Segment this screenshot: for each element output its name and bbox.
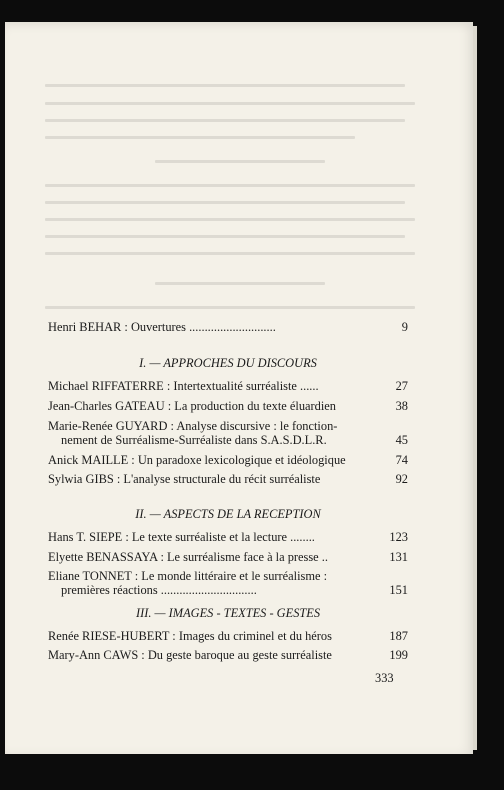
toc-entry-text: Henri BEHAR : Ouvertures ............................ xyxy=(48,320,276,334)
toc-entry-page: 92 xyxy=(395,472,408,486)
toc-entry-text: Hans T. SIEPE : Le texte surréaliste et la lecture ........ xyxy=(48,530,315,544)
toc-entry-text: Sylwia GIBS : L'analyse structurale du récit surréaliste xyxy=(48,472,321,486)
toc-entry-text: Mary-Ann CAWS : Du geste baroque au geste surréaliste xyxy=(48,648,332,662)
toc-entry-page: 45 xyxy=(395,433,408,447)
toc-entry-text-continued: premières réactions ............................... xyxy=(61,583,257,597)
toc-entry-page: 9 xyxy=(401,320,408,334)
toc-entry-page: 151 xyxy=(389,583,408,597)
toc-entry-text: Eliane TONNET : Le monde littéraire et le surréalisme : xyxy=(48,569,328,583)
toc-entry-text: Michael RIFFATERRE : Intertextualité surréaliste ...... xyxy=(48,379,319,393)
toc-entry-page: 199 xyxy=(389,648,408,662)
toc-entry xyxy=(48,419,408,449)
toc-entry-page: 38 xyxy=(395,399,408,413)
toc-entry-text-continued: nement de Surréalisme-Surréaliste dans S.A.S.D.L.R. xyxy=(61,433,327,447)
section-heading-1: I. — APPROCHES DU DISCOURS xyxy=(139,356,317,370)
toc-entry-text: Jean-Charles GATEAU : La production du texte éluardien xyxy=(48,399,336,413)
bleed-through-text xyxy=(5,22,473,322)
toc-entry-page: 123 xyxy=(389,530,408,544)
toc-entry-text: Elyette BENASSAYA : Le surréalisme face à la presse .. xyxy=(48,550,328,564)
toc-entry-page: 131 xyxy=(389,550,408,564)
section-heading-2: II. — ASPECTS DE LA RECEPTION xyxy=(135,507,321,521)
section-heading-3: III. — IMAGES - TEXTES - GESTES xyxy=(135,606,321,620)
page-edge xyxy=(473,26,477,750)
toc-entry-page: 27 xyxy=(395,379,408,393)
toc-entry-page: 74 xyxy=(395,453,408,467)
toc-entry xyxy=(48,569,408,599)
toc-entry-text: Marie-Renée GUYARD : Analyse discursive : le fonction- xyxy=(48,419,338,433)
toc-entry-page: 187 xyxy=(389,629,408,643)
page-number: 333 xyxy=(375,671,394,685)
toc-entry-text: Anick MAILLE : Un paradoxe lexicologique et idéologique xyxy=(48,453,346,467)
toc-entry-text: Renée RIESE-HUBERT : Images du criminel et du héros xyxy=(48,629,332,643)
book-page xyxy=(5,22,473,754)
